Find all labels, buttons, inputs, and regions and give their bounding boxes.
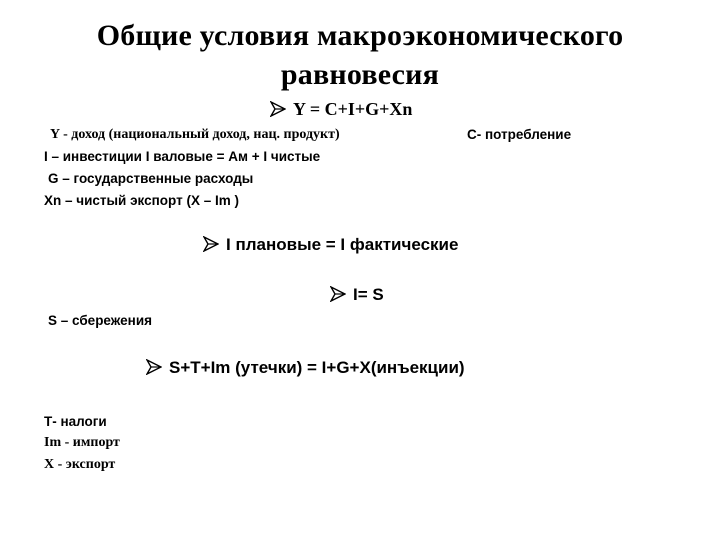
formula-gdp-text: Y = C+I+G+Xn	[293, 99, 413, 119]
note-s-savings: S – сбережения	[48, 313, 152, 328]
note-im-import: Im - импорт	[44, 435, 120, 450]
note-y-income: Y - доход (национальный доход, нац. продукт)	[50, 127, 340, 142]
page-title-line-1: Общие условия макроэкономического	[96, 19, 624, 52]
formula-leakages-text: S+T+Im (утечки) = I+G+X(инъекции)	[169, 358, 465, 377]
formula-investment	[203, 234, 458, 256]
arrow-bullet-icon	[330, 286, 346, 302]
page-title-line-2: равновесия	[280, 58, 440, 91]
note-i-investment: I – инвестиции I валовые = Ам + I чистые	[44, 149, 321, 164]
note-c-consumption: С- потребление	[467, 127, 572, 142]
formula-savings	[330, 284, 384, 306]
formula-savings-text: I= S	[353, 285, 384, 304]
arrow-bullet-icon	[203, 236, 219, 252]
formula-gdp	[270, 98, 412, 120]
note-g-government-spending: G – государственные расходы	[48, 171, 254, 186]
arrow-bullet-icon	[270, 101, 286, 117]
arrow-bullet-icon	[146, 359, 162, 375]
note-t-taxes: Т- налоги	[44, 414, 107, 429]
formula-investment-text: I плановые = I фактические	[226, 235, 459, 254]
note-x-export: X - экспорт	[44, 457, 116, 472]
formula-leakages	[146, 357, 465, 379]
note-xn-net-export: Xn – чистый экспорт (X – Im )	[44, 193, 239, 208]
